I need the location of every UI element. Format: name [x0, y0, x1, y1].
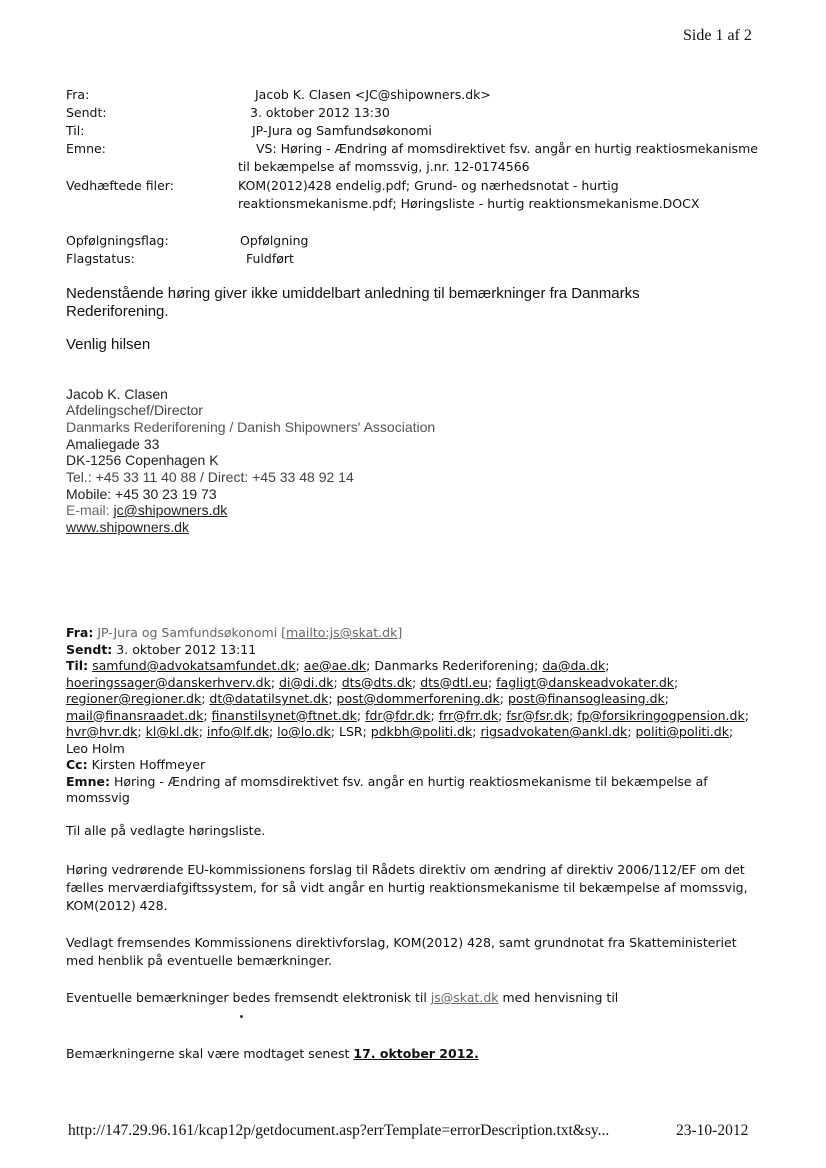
signature-email-line: [66, 502, 227, 518]
fwd-cc-row: [66, 757, 786, 774]
recipient-separator: ;: [728, 724, 734, 739]
recipient-separator: ;: [366, 658, 375, 673]
recipient-separator: ;: [270, 674, 280, 690]
recipient-separator: ;: [330, 724, 339, 739]
recipient-email-link[interactable]: dts@dtl.eu: [420, 674, 488, 690]
recipient-name: LSR: [338, 724, 363, 739]
recipient-separator: ;: [744, 707, 749, 723]
recipient-separator: ;: [201, 691, 210, 706]
flag-label: Opfølgningsflag:: [66, 233, 169, 248]
to-value: JP-Jura og Samfundsøkonomi: [252, 123, 432, 138]
recipient-separator: ;: [627, 724, 636, 739]
signature-street: Amaliegade 33: [66, 436, 160, 452]
attachments-label: Vedhæftede filer:: [66, 178, 174, 193]
page-number: Side 1 af 2: [683, 27, 752, 44]
attachments-line-1: KOM(2012)428 endelig.pdf; Grund- og nærhedsnotat - hurtig: [238, 178, 619, 193]
fwd-from-row: [66, 625, 786, 642]
fwd-to-label: Til:: [66, 658, 89, 673]
from-label: Fra:: [66, 87, 90, 102]
recipient-email-link[interactable]: samfund@advokatsamfundet.dk: [92, 658, 296, 673]
recipient-email-link[interactable]: finanstilsynet@ftnet.dk: [211, 707, 357, 723]
body-p3-line-2: med henblik på eventuelle bemærkninger.: [66, 953, 333, 968]
signature-email-label: E-mail:: [66, 502, 114, 518]
recipient-separator: ;: [499, 691, 508, 706]
signature-title: Afdelingschef/Director: [66, 402, 203, 418]
body-p5-deadline: 17. oktober 2012.: [353, 1046, 479, 1061]
forwarded-header: [66, 625, 786, 807]
from-value: Jacob K. Clasen <JC@shipowners.dk>: [255, 87, 491, 102]
recipient-email-link[interactable]: politi@politi.dk: [635, 724, 729, 739]
recipient-email-link[interactable]: regioner@regioner.dk: [66, 691, 202, 706]
message-line-2: Rederiforening.: [66, 303, 169, 320]
fwd-mailto-link[interactable]: [mailto:js@skat.dk]: [281, 625, 403, 640]
recipient-separator: ;: [356, 707, 366, 723]
recipient-email-link[interactable]: lo@lo.dk: [277, 724, 331, 739]
body-p4-text-end: med henvisning til: [498, 990, 619, 1005]
recipient-email-link[interactable]: pdkbh@politi.dk: [370, 724, 473, 739]
recipient-separator: ;: [605, 658, 610, 673]
recipient-email-link[interactable]: fp@forsikringogpension.dk: [577, 707, 745, 723]
recipient-email-link[interactable]: rigsadvokaten@ankl.dk: [480, 724, 628, 739]
fwd-sent-row: [66, 642, 786, 659]
recipient-separator: ;: [333, 674, 342, 690]
recipient-name: Leo Holm: [66, 740, 125, 756]
flagstatus-value: Fuldført: [246, 251, 294, 266]
fwd-from-value: JP-Jura og Samfundsøkonomi: [97, 625, 282, 640]
recipient-separator: ;: [472, 724, 481, 739]
fwd-subject-label: Emne:: [66, 773, 110, 789]
message-line-1: Nedenstående høring giver ikke umiddelbart anledning til bemærkninger fra Danmarks: [66, 285, 640, 302]
recipient-separator: ;: [412, 674, 421, 690]
to-label: Til:: [66, 123, 85, 138]
recipient-email-link[interactable]: kl@kl.dk: [145, 724, 199, 739]
signature-mobile: Mobile: +45 30 23 19 73: [66, 486, 217, 502]
body-p3-line-1: Vedlagt fremsendes Kommissionens direktivforslag, KOM(2012) 428, samt grundnotat fra Skatteministeriet: [66, 935, 737, 950]
stray-dot: [240, 1015, 243, 1018]
recipient-email-link[interactable]: ae@ae.dk: [303, 658, 367, 673]
fwd-sent-value: 3. oktober 2012 13:11: [116, 641, 257, 657]
recipient-email-link[interactable]: hvr@hvr.dk: [66, 724, 138, 739]
fwd-sent-label: Sendt:: [66, 641, 113, 657]
body-p4-text: Eventuelle bemærkninger bedes fremsendt elektronisk til: [66, 990, 431, 1005]
body-p4-email-link[interactable]: js@skat.dk: [430, 990, 499, 1005]
recipient-separator: ;: [295, 658, 304, 673]
fwd-cc-label: Cc:: [66, 757, 88, 772]
recipient-email-link[interactable]: fsr@fsr.dk: [506, 707, 569, 723]
recipient-separator: ;: [362, 724, 371, 739]
fwd-subject-row: [66, 774, 786, 791]
signature-website-link[interactable]: www.shipowners.dk: [66, 519, 189, 535]
recipient-email-link[interactable]: frr@frr.dk: [438, 707, 499, 723]
recipient-separator: ;: [568, 707, 578, 723]
body-p5-text: Bemærkningerne skal være modtaget senest: [66, 1046, 354, 1061]
recipient-separator: ;: [674, 674, 679, 690]
recipient-email-link[interactable]: da@da.dk: [542, 658, 606, 673]
subject-label: Emne:: [66, 141, 106, 156]
body-p1: Til alle på vedlagte høringsliste.: [66, 823, 266, 838]
recipient-separator: ;: [198, 724, 207, 739]
greeting: Venlig hilsen: [66, 336, 151, 353]
fwd-cc-value: Kirsten Hoffmeyer: [91, 757, 206, 772]
body-p4: [66, 990, 618, 1007]
attachments-line-2: reaktionsmekanisme.pdf; Høringsliste - hurtig reaktionsmekanisme.DOCX: [238, 196, 700, 211]
recipient-separator: ;: [498, 707, 507, 723]
footer-url: http://147.29.96.161/kcap12p/getdocument.asp?errTemplate=errorDescription.txt&sy...: [68, 1122, 610, 1139]
fwd-to-row: [66, 658, 786, 757]
recipient-separator: ;: [534, 658, 543, 673]
signature-email-link[interactable]: jc@shipowners.dk: [113, 502, 228, 518]
subject-line-1: VS: Høring - Ændring af momsdirektivet fsv. angår en hurtig reaktiosmekanisme: [256, 141, 758, 156]
flag-value: Opfølgning: [240, 233, 309, 248]
sent-label: Sendt:: [66, 105, 107, 120]
recipient-email-link[interactable]: di@di.dk: [279, 674, 334, 690]
subject-line-2: til bekæmpelse af momssvig, j.nr. 12-0174566: [238, 159, 530, 174]
signature-city: DK-1256 Copenhagen K: [66, 452, 219, 468]
recipient-separator: ;: [137, 724, 146, 739]
recipient-separator: ;: [268, 724, 278, 739]
footer-date: 23-10-2012: [676, 1122, 749, 1139]
fwd-from-label: Fra:: [66, 625, 94, 640]
recipient-email-link[interactable]: info@lf.dk: [206, 724, 269, 739]
recipient-separator: ;: [430, 707, 439, 723]
signature-name: Jacob K. Clasen: [66, 386, 168, 402]
recipient-email-link[interactable]: post@dommerforening.dk: [336, 691, 500, 706]
recipient-separator: ;: [487, 674, 497, 690]
sent-value: 3. oktober 2012 13:30: [250, 105, 390, 120]
recipient-email-link[interactable]: dt@datatilsynet.dk: [209, 691, 329, 706]
recipient-email-link[interactable]: fagligt@danskeadvokater.dk: [496, 674, 674, 690]
signature-tel: Tel.: +45 33 11 40 88 / Direct: +45 33 48 92 14: [66, 469, 354, 485]
signature-org: Danmarks Rederiforening / Danish Shipowners' Association: [66, 419, 436, 435]
fwd-subject-value: Høring - Ændring af momsdirektivet fsv. angår en hurtig reaktiosmekanisme til bekæmpelse af: [113, 773, 708, 789]
recipient-email-link[interactable]: hoeringssager@danskerhverv.dk: [66, 674, 271, 690]
body-p2-line-2: fælles merværdiafgiftssystem, for så vidt angår en hurtig reaktionsmekanisme til bekæmpelse af momssvig,: [66, 880, 748, 895]
recipient-name: Danmarks Rederiforening: [374, 658, 535, 673]
fwd-subject-row-2: momssvig: [66, 790, 130, 805]
recipient-email-link[interactable]: fdr@fdr.dk: [365, 707, 431, 723]
recipient-separator: ;: [203, 707, 212, 723]
body-p2-line-3: KOM(2012) 428.: [66, 898, 168, 913]
fwd-recipient-list: [66, 658, 749, 756]
body-p5: [66, 1046, 479, 1063]
recipient-email-link[interactable]: post@finansogleasing.dk: [507, 691, 665, 706]
recipient-separator: ;: [664, 691, 669, 706]
recipient-email-link[interactable]: mail@finansraadet.dk: [66, 707, 204, 723]
recipient-separator: ;: [328, 691, 337, 706]
flagstatus-label: Flagstatus:: [66, 251, 135, 266]
body-p2-line-1: Høring vedrørende EU-kommissionens forslag til Rådets direktiv om ændring af direktiv 2006/112/EF om det: [66, 862, 745, 877]
recipient-email-link[interactable]: dts@dts.dk: [341, 674, 413, 690]
